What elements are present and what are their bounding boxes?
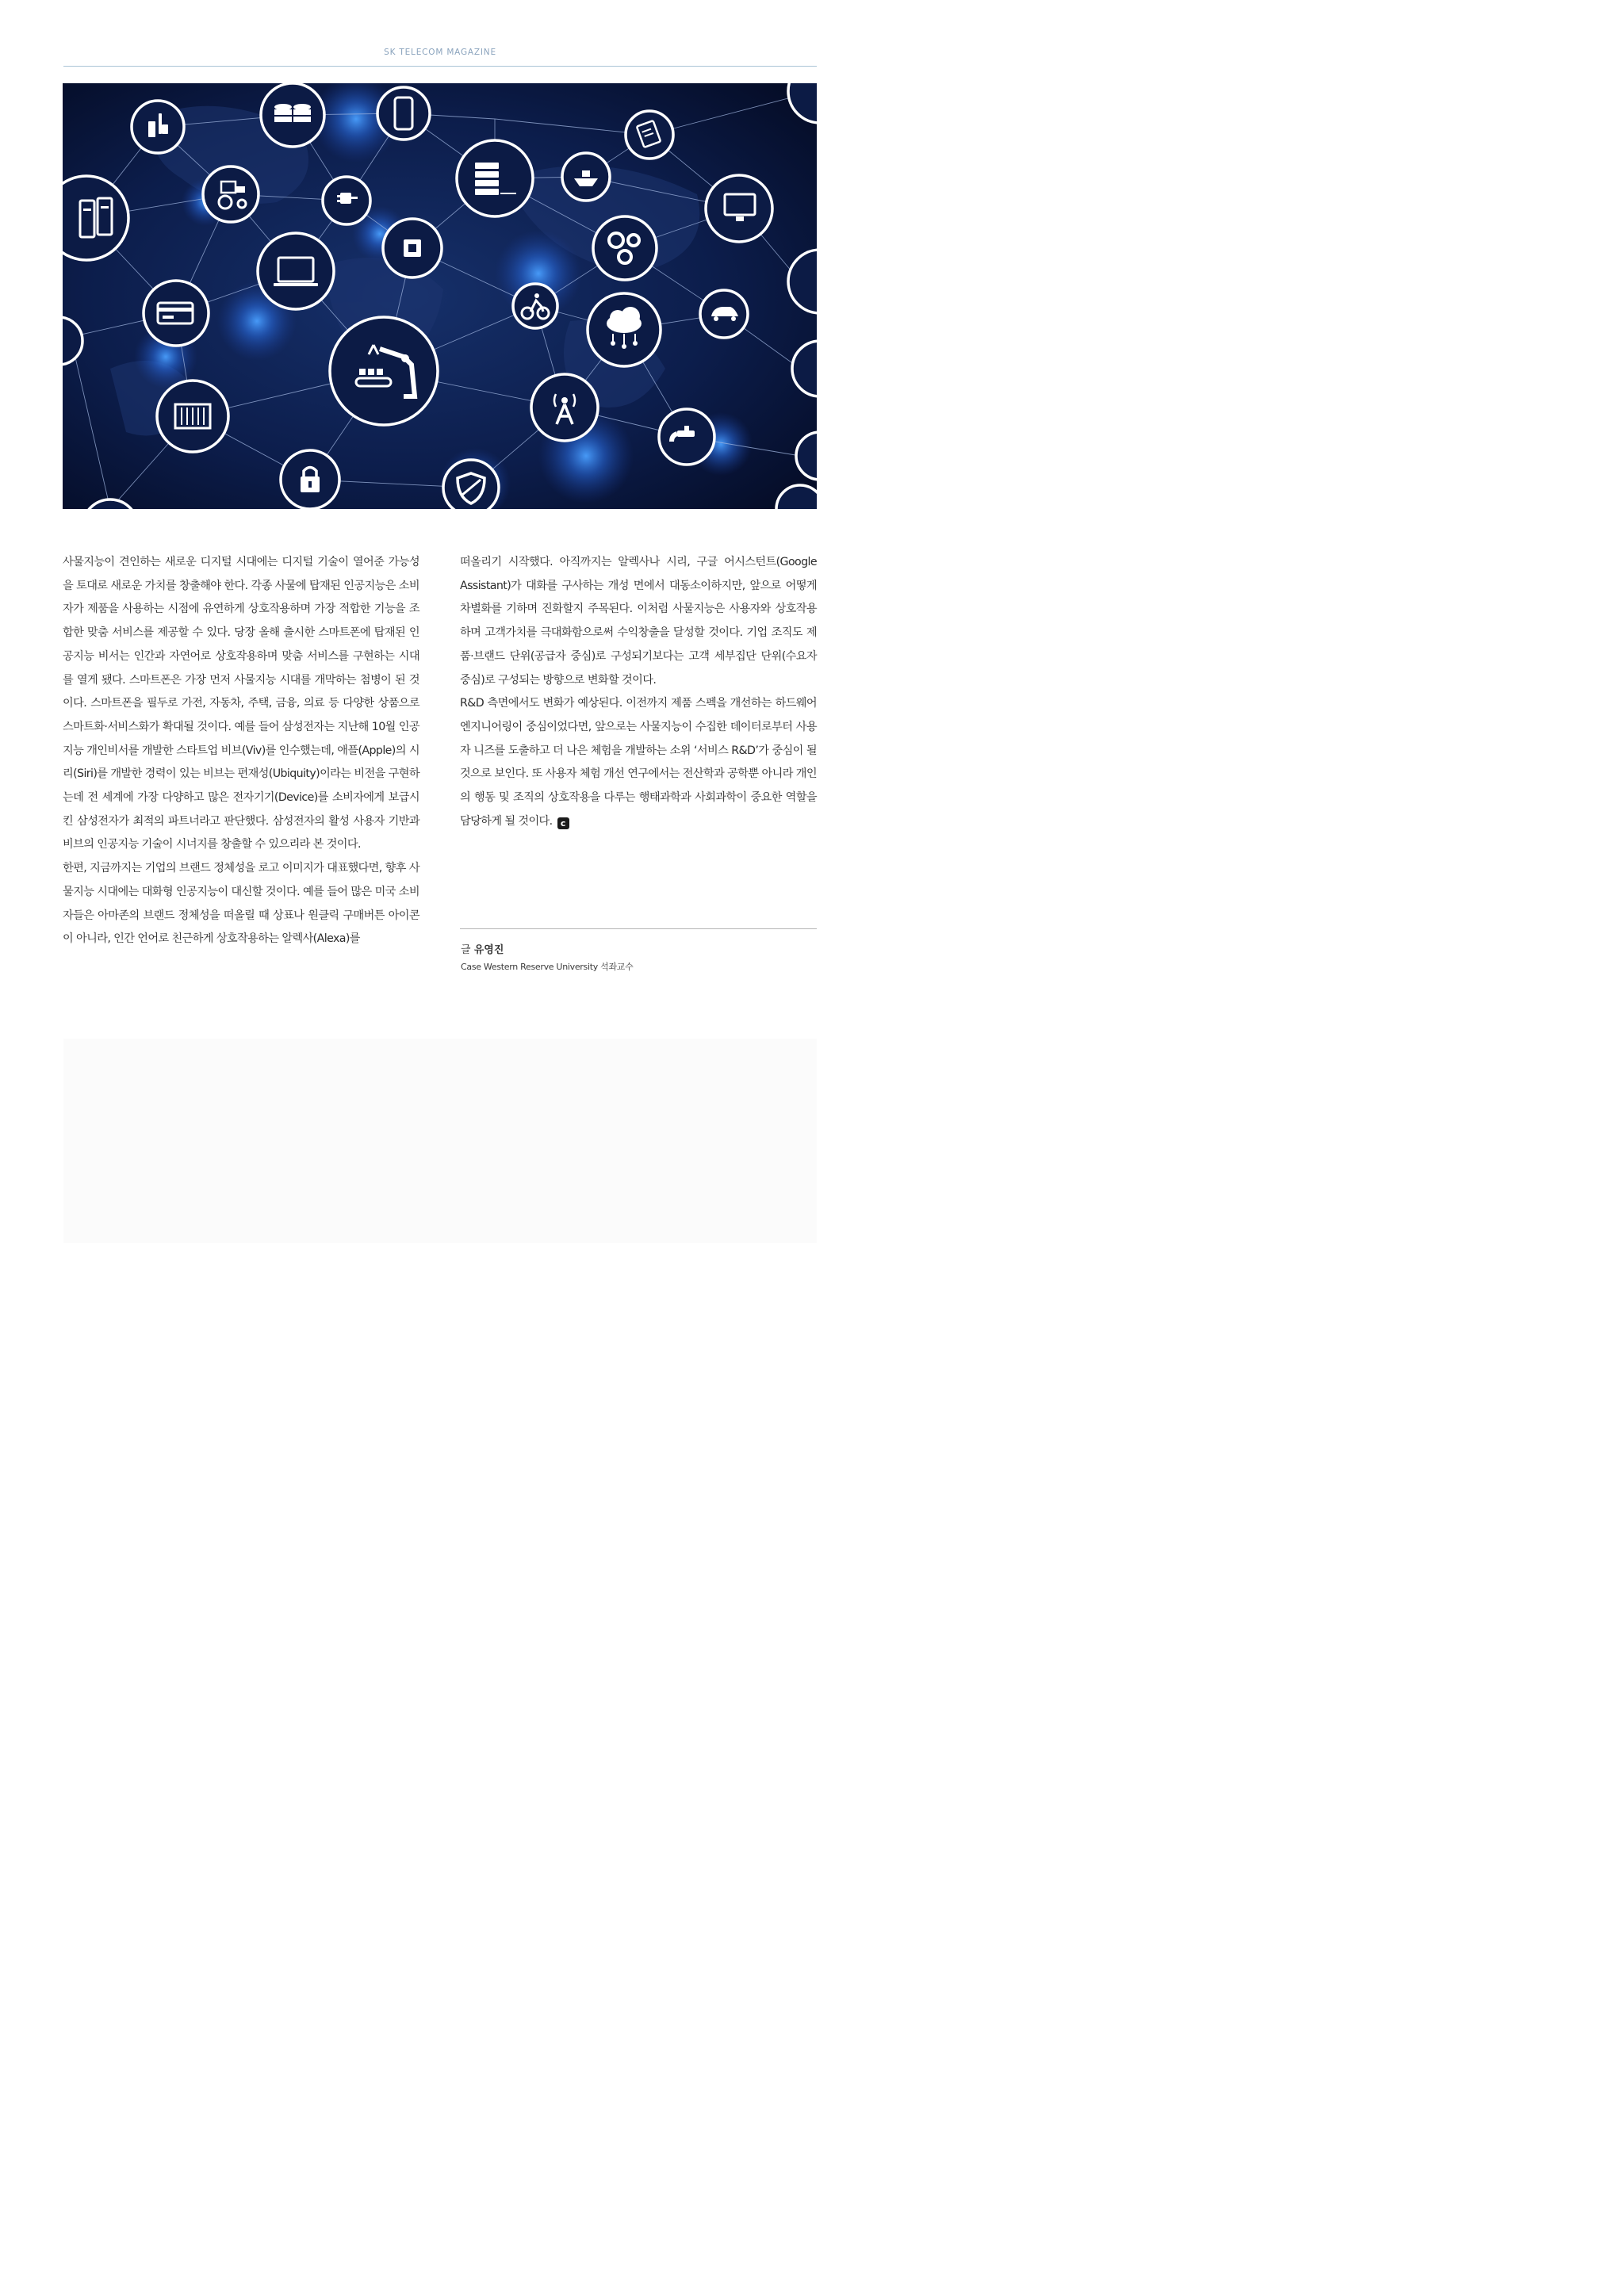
article-paragraph-last [460,692,817,833]
chip-icon [404,239,421,257]
byline-divider [460,928,817,929]
byline-author: 유영진 [473,944,504,956]
page-bottom-blank [63,1039,817,1243]
article-end-mark-icon: c [557,817,569,829]
byline-prefix: 글 [461,944,471,956]
article-column-right [460,551,817,833]
byline [461,941,818,956]
hero-image-iot-network [63,83,817,509]
byline-affiliation: Case Western Reserve University 석좌교수 [461,962,634,972]
cloud-network-icon [607,307,642,349]
magazine-header: SK TELECOM MAGAZINE [384,48,496,57]
article-paragraph-text: R&D 측면에서도 변화가 예상된다. 이전까지 제품 스펙을 개선하는 하드웨어 엔지니어링이 중심이었다면, 앞으로는 사물지능이 수집한 데이터로부터 사용자 니즈를 도출하고 더 나은 체험을 개발하는 소위 ‘서비스 R&D’가 중심이 될 것으로 보인다. 또 사용자 체험 개선 연구에서는 전산학과 공학뿐 아니라 개인의 행동 및 조직의 상호작용을 다루는 행태과학과 사회과학이 중요한 역할을 담당하게 될 것이다. [460,697,817,828]
header-divider [63,66,817,67]
article-paragraph: 사물지능이 견인하는 새로운 디지털 시대에는 디지털 기술이 열어준 가능성을 토대로 새로운 가치를 창출해야 한다. 각종 사물에 탑재된 인공지능은 소비자가 제품을 사용하는 시점에 유연하게 상호작용하며 가장 적합한 기능을 조합한 맞춤 서비스를 제공할 수 있다. 당장 올해 출시한 스마트폰에 탑재된 인공지능 비서는 인간과 자연어로 상호작용하며 맞춤 서비스를 구현하는 시대를 열게 됐다. 스마트폰은 가장 먼저 사물지능 시대를 개막하는 첨병이 된 것이다. 스마트폰을 필두로 가전, 자동차, 주택, 금융, 의료 등 다양한 상품으로 스마트화·서비스화가 확대될 것이다. 예를 들어 삼성전자는 지난해 10월 인공지능 개인비서를 개발한 스타트업 비브(Viv)를 인수했는데, 애플(Apple)의 시리(Siri)를 개발한 경력이 있는 비브는 편재성(Ubiquity)이라는 비전을 구현하는데 전 세계에 가장 다양하고 많은 전자기기(Device)를 소비자에게 보급시킨 삼성전자가 최적의 파트너라고 판단했다. 삼성전자의 활성 사용자 기반과 비브의 인공지능 기술이 시너지를 창출할 수 있으리라 본 것이다. [63,556,419,851]
article-column-left [63,551,419,951]
article-paragraph: 한편, 지금까지는 기업의 브랜드 정체성을 로고 이미지가 대표했다면, 향후 사물지능 시대에는 대화형 인공지능이 대신할 것이다. 예를 들어 많은 미국 소비자들은 아마존의 브랜드 정체성을 떠올릴 때 상표나 원클릭 구매버튼 아이콘이 아니라, 인간 언어로 친근하게 상호작용하는 알렉사(Alexa)를 [63,862,419,946]
article-paragraph: 떠올리기 시작했다. 아직까지는 알렉사나 시리, 구글 어시스턴트(Google Assistant)가 대화를 구사하는 개성 면에서 대동소이하지만, 앞으로 어떻게 차별화를 기하며 진화할지 주목된다. 이처럼 사물지능은 사용자와 상호작용하며 고객가치를 극대화함으로써 수익창출을 달성할 것이다. 기업 조직도 제품·브랜드 단위(공급자 중심)로 구성되기보다는 고객 세부집단 단위(수요자 중심)로 구성되는 방향으로 변화할 것이다. [460,556,817,687]
